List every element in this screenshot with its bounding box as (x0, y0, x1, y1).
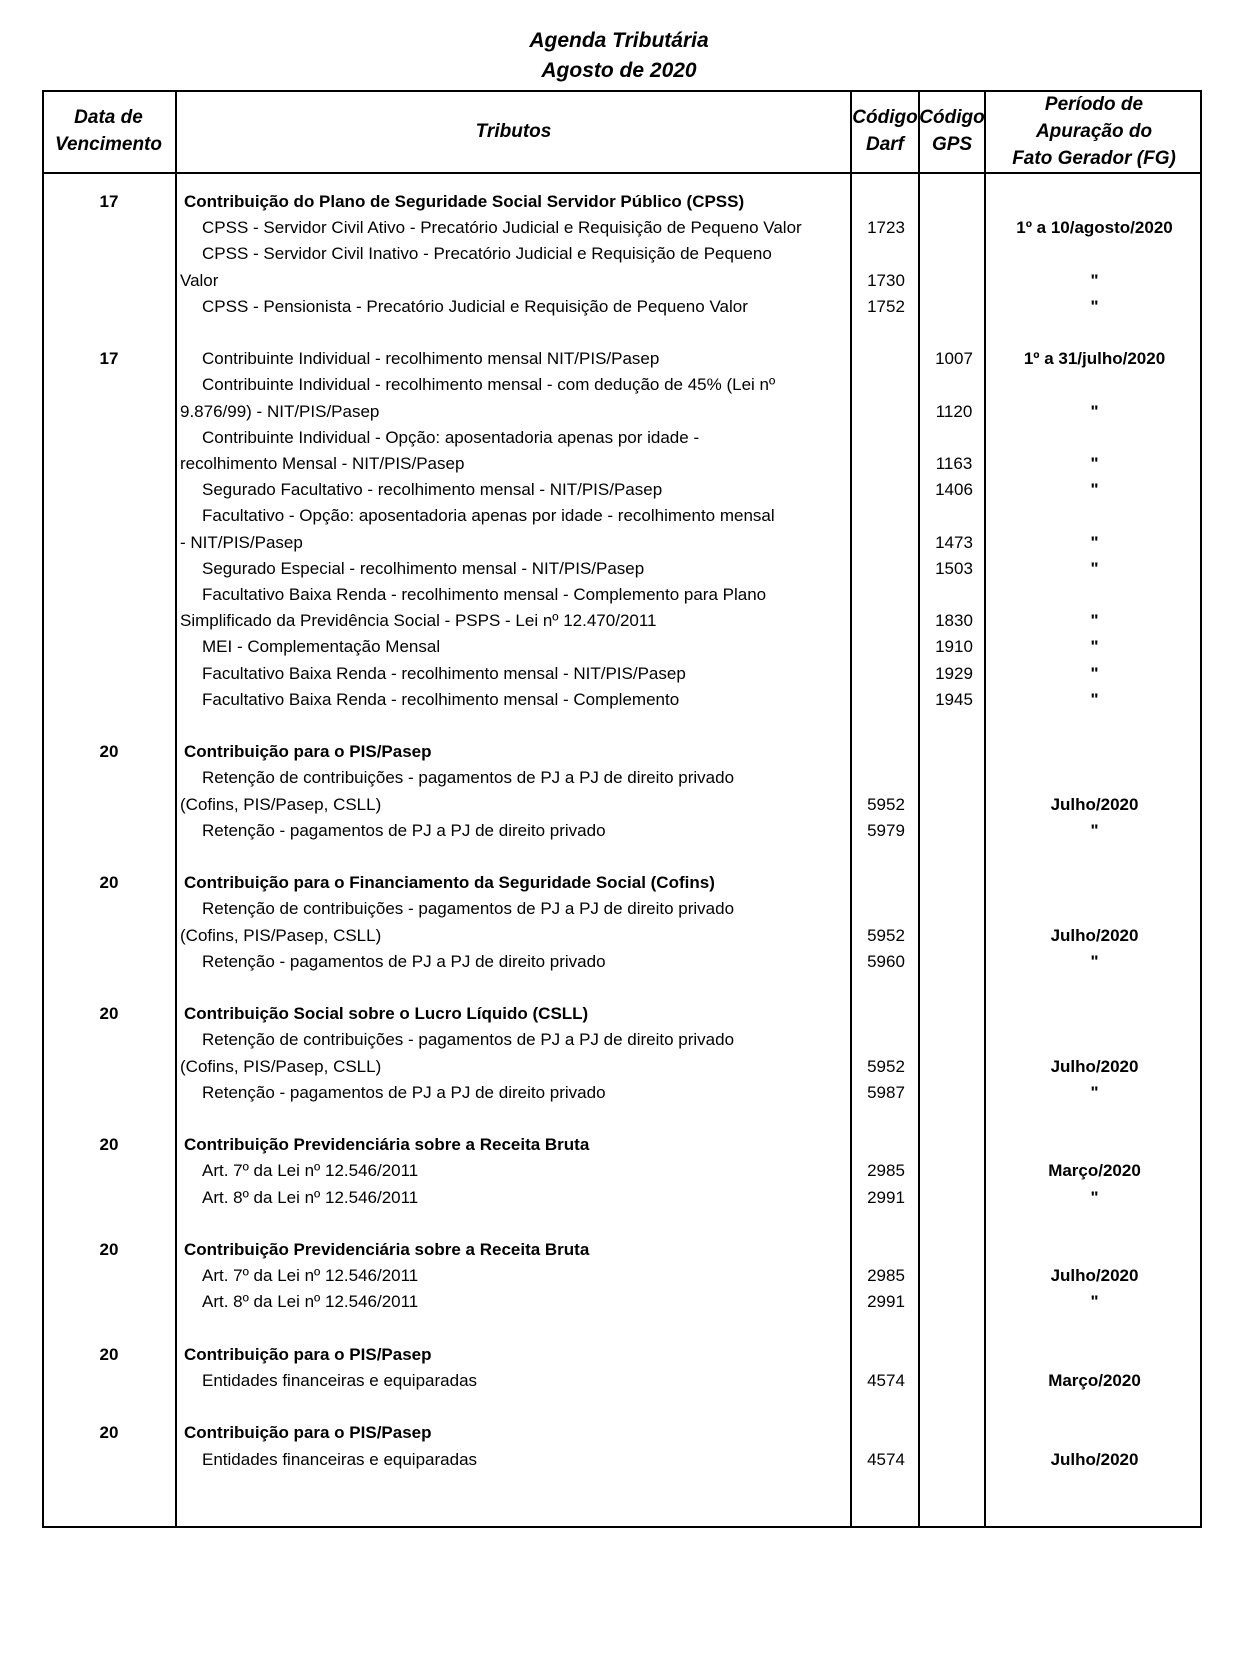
tax-item-text: (Cofins, PIS/Pasep, CSLL) (180, 1056, 382, 1076)
period-cell: " (1090, 270, 1099, 290)
period-cell: " (1090, 637, 1099, 657)
header-gps-line1: Código (919, 107, 985, 128)
due-date-cell: 17 (99, 349, 119, 369)
tax-item-text: CPSS - Servidor Civil Inativo - Precatório Judicial e Requisição de Pequeno (202, 244, 772, 264)
darf-code-cell: 2985 (867, 1161, 905, 1181)
page-title: Agenda Tributária (529, 29, 709, 52)
gps-code-cell: 1503 (935, 558, 973, 578)
darf-code-cell: 1723 (867, 218, 905, 238)
tax-item-text: Contribuinte Individual - Opção: aposentadoria apenas por idade - (202, 427, 700, 447)
period-cell: " (1090, 454, 1099, 473)
darf-code-cell: 5987 (867, 1082, 905, 1102)
period-cell: " (1090, 951, 1099, 971)
header-date (42, 90, 175, 172)
tax-item-text: Valor (180, 270, 219, 290)
darf-code-cell: 2991 (867, 1292, 905, 1312)
tax-group-title: Contribuição para o PIS/Pasep (184, 1423, 432, 1443)
tax-item-text: 9.876/99) - NIT/PIS/Pasep (180, 401, 380, 421)
darf-code-cell: 2991 (867, 1187, 905, 1207)
due-date-cell: 20 (99, 1240, 119, 1259)
period-cell: Março/2020 (1048, 1161, 1141, 1181)
gps-code-cell: 1830 (935, 611, 973, 631)
gps-code-cell: 1007 (935, 349, 973, 369)
period-cell: " (1090, 820, 1099, 840)
tax-item-text: Art. 7º da Lei nº 12.546/2011 (202, 1266, 419, 1286)
header-periodo (986, 90, 1202, 172)
tax-item-text: Retenção - pagamentos de PJ a PJ de direito privado (202, 1082, 606, 1102)
tax-group-title: Contribuição Previdenciária sobre a Receita Bruta (184, 1135, 590, 1155)
gps-code-cell: 1406 (935, 480, 973, 500)
due-date-cell: 20 (99, 873, 119, 893)
header-gps-line2: GPS (931, 134, 973, 155)
header-periodo-line3: Fato Gerador (FG) (1012, 147, 1176, 169)
header-tributos (177, 90, 850, 172)
tax-item-text: Retenção - pagamentos de PJ a PJ de direito privado (202, 820, 606, 840)
period-cell: " (1090, 611, 1099, 631)
darf-code-cell: 4574 (867, 1371, 905, 1390)
tax-item-text: recolhimento Mensal - NIT/PIS/Pasep (180, 454, 465, 473)
darf-code-cell: 5952 (867, 925, 905, 945)
tax-item-text: Facultativo Baixa Renda - recolhimento mensal - NIT/PIS/Pasep (202, 663, 686, 683)
period-cell: " (1090, 480, 1099, 500)
header-darf-line2: Darf (865, 134, 904, 155)
tax-item-text: Art. 7º da Lei nº 12.546/2011 (202, 1161, 419, 1181)
header-date-line1: Data de (74, 107, 143, 128)
tax-item-text: Segurado Especial - recolhimento mensal - NIT/PIS/Pasep (202, 558, 645, 578)
tax-group-title: Contribuição para o PIS/Pasep (184, 1344, 432, 1364)
gps-code-cell: 1910 (935, 637, 973, 657)
due-date-cell: 17 (99, 192, 119, 211)
gps-code-cell: 1120 (935, 401, 973, 421)
header-darf (850, 90, 920, 172)
period-cell: Março/2020 (1048, 1371, 1141, 1390)
period-cell: Julho/2020 (1050, 1056, 1139, 1076)
tax-group-title: Contribuição do Plano de Seguridade Social Servidor Público (CPSS) (184, 192, 745, 211)
column-divider (175, 90, 177, 1528)
tax-item-text: Contribuinte Individual - recolhimento mensal - com dedução de 45% (Lei nº (202, 375, 776, 395)
tax-item-text: Facultativo Baixa Renda - recolhimento mensal - Complemento para Plano (202, 585, 767, 604)
tax-item-text: Retenção de contribuições - pagamentos de PJ a PJ de direito privado (202, 768, 735, 788)
darf-code-cell: 2985 (867, 1266, 905, 1286)
period-cell: 1º a 31/julho/2020 (1023, 349, 1166, 369)
darf-code-cell: 1730 (867, 270, 905, 290)
tax-item-text: (Cofins, PIS/Pasep, CSLL) (180, 925, 382, 945)
tax-item-text: Retenção de contribuições - pagamentos de PJ a PJ de direito privado (202, 899, 735, 919)
header-darf-line1: Código (852, 107, 918, 128)
period-cell: " (1090, 1082, 1099, 1102)
due-date-cell: 20 (99, 742, 119, 762)
darf-code-cell: 5960 (867, 951, 905, 971)
tax-group-title: Contribuição para o PIS/Pasep (184, 742, 432, 762)
tax-item-text: CPSS - Servidor Civil Ativo - Precatório Judicial e Requisição de Pequeno Valor (202, 218, 802, 238)
due-date-cell: 20 (99, 1344, 119, 1364)
tax-group-title: Contribuição Social sobre o Lucro Líquido (CSLL) (184, 1004, 589, 1024)
gps-code-cell: 1945 (935, 689, 973, 709)
darf-code-cell: 1752 (867, 296, 905, 316)
tax-group-title: Contribuição para o Financiamento da Seguridade Social (Cofins) (184, 873, 715, 893)
gps-code-cell: 1929 (935, 663, 973, 683)
due-date-cell: 20 (99, 1423, 119, 1443)
period-cell: " (1090, 1292, 1099, 1312)
tax-item-text: Retenção - pagamentos de PJ a PJ de direito privado (202, 951, 606, 971)
tax-item-text: Retenção de contribuições - pagamentos de PJ a PJ de direito privado (202, 1030, 735, 1050)
period-cell: " (1090, 296, 1099, 316)
period-cell: 1º a 10/agosto/2020 (1016, 218, 1173, 238)
tax-item-text: Art. 8º da Lei nº 12.546/2011 (202, 1187, 419, 1207)
header-date-line2: Vencimento (55, 134, 162, 155)
darf-code-cell: 5952 (867, 1056, 905, 1076)
tax-item-text: CPSS - Pensionista - Precatório Judicial e Requisição de Pequeno Valor (202, 296, 748, 316)
column-divider (984, 90, 986, 1528)
due-date-cell: 20 (99, 1004, 119, 1024)
due-date-cell: 20 (99, 1135, 119, 1155)
tax-item-text: MEI - Complementação Mensal (202, 637, 441, 657)
tax-item-text: Contribuinte Individual - recolhimento mensal NIT/PIS/Pasep (202, 349, 660, 369)
period-cell: " (1090, 663, 1099, 683)
header-periodo-line1: Período de (1044, 93, 1144, 115)
darf-code-cell: 4574 (867, 1449, 905, 1469)
period-cell: " (1090, 558, 1099, 578)
period-cell: Julho/2020 (1050, 1266, 1139, 1286)
period-cell: " (1090, 401, 1099, 421)
period-cell: Julho/2020 (1050, 1449, 1139, 1469)
darf-code-cell: 5979 (867, 820, 905, 840)
darf-code-cell: 5952 (867, 794, 905, 814)
tax-item-text: Facultativo - Opção: aposentadoria apenas por idade - recolhimento mensal (202, 506, 775, 526)
period-cell: " (1090, 689, 1099, 709)
tax-item-text: Art. 8º da Lei nº 12.546/2011 (202, 1292, 419, 1312)
tax-item-text: - NIT/PIS/Pasep (180, 532, 303, 552)
tax-item-text: (Cofins, PIS/Pasep, CSLL) (180, 794, 382, 814)
page-subtitle: Agosto de 2020 (541, 59, 697, 82)
gps-code-cell: 1163 (935, 454, 973, 473)
tax-item-text: Entidades financeiras e equiparadas (202, 1449, 478, 1469)
period-cell: Julho/2020 (1050, 925, 1139, 945)
tax-item-text: Simplificado da Previdência Social - PSPS - Lei nº 12.470/2011 (180, 611, 657, 631)
period-cell: " (1090, 532, 1099, 552)
tax-item-text: Segurado Facultativo - recolhimento mensal - NIT/PIS/Pasep (202, 480, 663, 500)
header-periodo-line2: Apuração do (1035, 120, 1153, 142)
header-divider (42, 172, 1202, 174)
gps-code-cell: 1473 (935, 532, 973, 552)
header-gps (918, 90, 986, 172)
tax-group-title: Contribuição Previdenciária sobre a Receita Bruta (184, 1240, 590, 1259)
tax-item-text: Facultativo Baixa Renda - recolhimento mensal - Complemento (202, 689, 680, 709)
period-cell: Julho/2020 (1050, 794, 1139, 814)
tax-item-text: Entidades financeiras e equiparadas (202, 1371, 478, 1390)
header-tributos-label: Tributos (475, 120, 552, 142)
period-cell: " (1090, 1187, 1099, 1207)
